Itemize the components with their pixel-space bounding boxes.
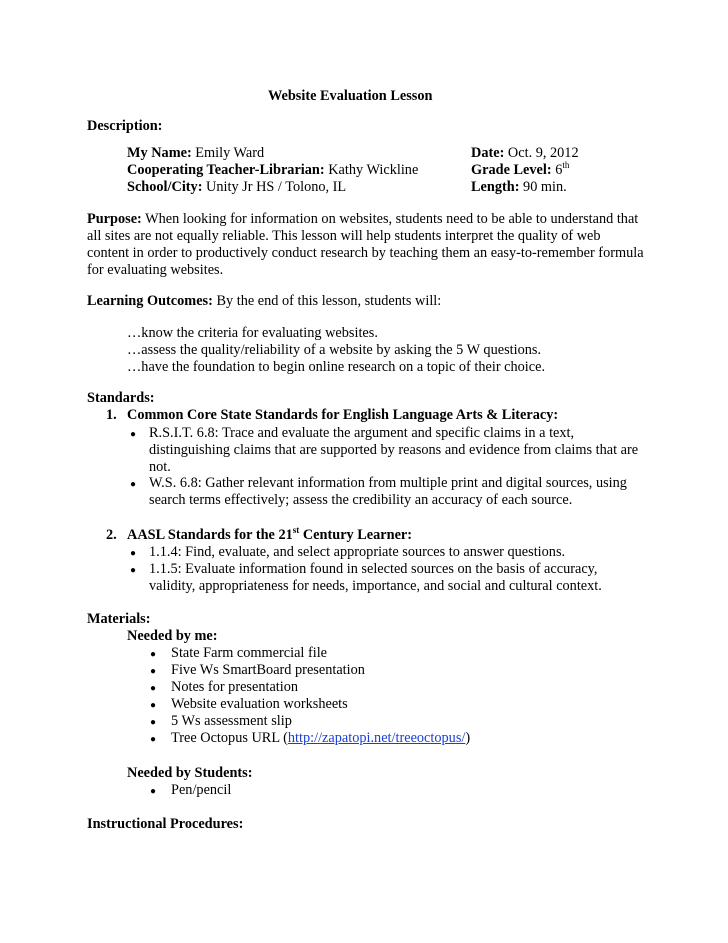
outcomes-heading (87, 293, 441, 310)
grade-value: 6 (555, 162, 563, 178)
school-value: Unity Jr HS / Tolono, IL (206, 179, 347, 195)
standard-2-bullet-2-line-1: 1.1.5: Evaluate information found in selected sources on the basis of accuracy, (149, 561, 598, 577)
standard-2-title (127, 527, 412, 544)
my-name-line (127, 145, 264, 162)
page-title: Website Evaluation Lesson (268, 88, 433, 104)
student-material-item: Pen/pencil (171, 782, 232, 798)
description-heading: Description: (87, 118, 163, 134)
standards-heading: Standards: (87, 390, 155, 406)
standard-2-bullet-2-line-2: validity, appropriateness for needs, importance, and social and cultural context. (149, 578, 602, 594)
teacher-line (127, 162, 418, 179)
outcome-item: …know the criteria for evaluating websites. (127, 325, 378, 341)
standard-2-number: 2. (106, 527, 117, 543)
length-line (471, 179, 567, 196)
bullet-icon: ● (150, 700, 157, 711)
standard-1-bullet-1-line-1: R.S.I.T. 6.8: Trace and evaluate the argument and specific claims in a text, (149, 425, 575, 441)
material-item: State Farm commercial file (171, 645, 328, 661)
bullet-icon: ● (150, 683, 157, 694)
needed-by-students-heading: Needed by Students: (127, 765, 253, 781)
bullet-icon: ● (130, 429, 137, 440)
teacher-label: Cooperating Teacher-Librarian: (127, 162, 325, 178)
outcomes-intro: By the end of this lesson, students will: (216, 293, 442, 309)
grade-suffix: th (562, 160, 570, 170)
purpose-line-2: all sites are not equally reliable. This lesson will help students interpret the quality of web (87, 228, 601, 244)
length-value: 90 min. (523, 179, 567, 195)
material-item: Website evaluation worksheets (171, 696, 348, 712)
material-item-url (171, 730, 470, 747)
bullet-icon: ● (150, 786, 157, 797)
my-name-label: My Name: (127, 145, 192, 161)
school-line (127, 179, 346, 196)
standard-2-title-a: AASL Standards for the 21 (127, 527, 293, 543)
material-item: Five Ws SmartBoard presentation (171, 662, 365, 678)
standard-2-title-b: Century Learner: (299, 527, 413, 543)
purpose-label: Purpose: (87, 211, 142, 227)
tree-octopus-link[interactable]: http://zapatopi.net/treeoctopus/ (287, 730, 466, 746)
bullet-icon: ● (130, 479, 137, 490)
standard-1-bullet-1-line-3: not. (149, 459, 171, 475)
standard-1-bullet-2-line-2: search terms effectively; assess the credibility an accuracy of each source. (149, 492, 573, 508)
bullet-icon: ● (130, 565, 137, 576)
standard-1-number: 1. (106, 407, 117, 423)
bullet-icon: ● (150, 649, 157, 660)
url-prefix: Tree Octopus URL ( (171, 730, 288, 746)
material-item: Notes for presentation (171, 679, 299, 695)
bullet-icon: ● (150, 734, 157, 745)
standard-1-bullet-1-line-2: distinguishing claims that are supported by reasons and evidence from claims that are (149, 442, 639, 458)
purpose-line-1 (87, 211, 638, 228)
outcome-item: …have the foundation to begin online research on a topic of their choice. (127, 359, 546, 375)
procedures-heading: Instructional Procedures: (87, 816, 244, 832)
teacher-value: Kathy Wickline (328, 162, 419, 178)
material-item: 5 Ws assessment slip (171, 713, 292, 729)
needed-by-me-heading: Needed by me: (127, 628, 218, 644)
bullet-icon: ● (150, 717, 157, 728)
purpose-text-1: When looking for information on websites, students need to be able to understand that (145, 211, 639, 227)
outcomes-label: Learning Outcomes: (87, 293, 213, 309)
grade-line (471, 162, 569, 179)
outcome-item: …assess the quality/reliability of a website by asking the 5 W questions. (127, 342, 542, 358)
materials-heading: Materials: (87, 611, 151, 627)
bullet-icon: ● (130, 548, 137, 559)
standard-2-bullet-1: 1.1.4: Find, evaluate, and select appropriate sources to answer questions. (149, 544, 566, 560)
bullet-icon: ● (150, 666, 157, 677)
length-label: Length: (471, 179, 520, 195)
purpose-line-3: content in order to productively conduct research by teaching them an easy-to-remember formula (87, 245, 644, 261)
url-suffix: ) (465, 730, 471, 746)
standard-2-title-sup: st (292, 525, 300, 535)
date-label: Date: (471, 145, 505, 161)
school-label: School/City: (127, 179, 203, 195)
my-name-value: Emily Ward (195, 145, 265, 161)
purpose-line-4: for evaluating websites. (87, 262, 224, 278)
date-value: Oct. 9, 2012 (507, 145, 579, 161)
grade-label: Grade Level: (471, 162, 552, 178)
standard-1-title: Common Core State Standards for English Language Arts & Literacy: (127, 407, 559, 423)
standard-1-bullet-2-line-1: W.S. 6.8: Gather relevant information from multiple print and digital sources, using (149, 475, 627, 491)
